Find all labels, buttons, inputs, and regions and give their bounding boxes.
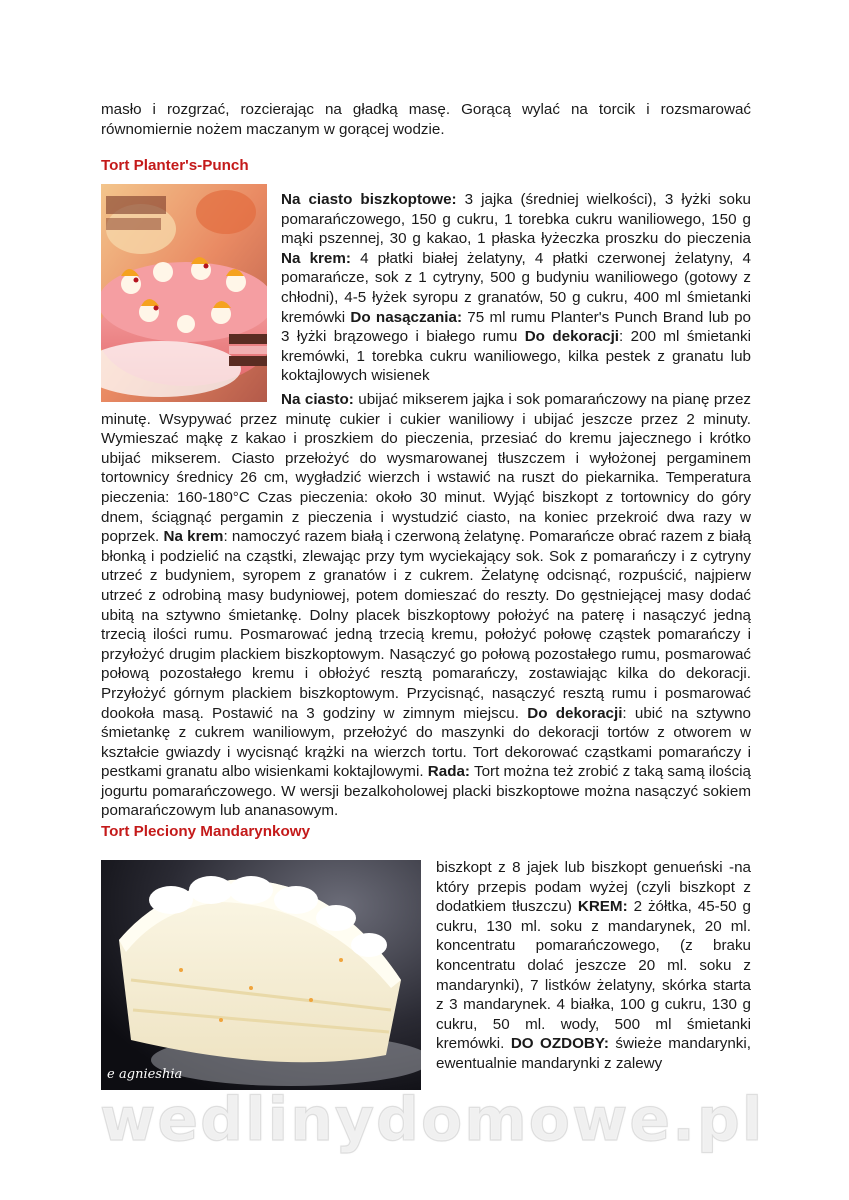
method-krem-text: : namoczyć razem białą i czerwoną żelatynę. Pomarańcze obrać razem z białą błonką i podzielić na cząstki, zlewając przy tym wyciekający sok. Sok z pomarańczy i z cytryny utrzeć z budyniem, syropem z granatów i z cukrem. Żelatynę odcisnąć, rozpuścić, najpierw utrzeć z odrobiną masy budyniowej, potem domieszać do reszty. Do gęstniejącej masy dodać ubitą na sztywno śmietankę. Dolny placek biszkoptowy położyć na paterę i nasączyć jedną trzecią ilości rumu. Posmarować jedną trzecią kremu, położyć połowę cząstek pomarańczy i przyłożyć drugim plackiem biszkoptowym. Nasączyć go połową pozostałego rumu, posmarować połową pozostałego kremu i obłożyć resztą pomarańczy, zostawiając kilka do dekoracji. Przyłożyć górnym plackiem biszkoptowym. Przycisnąć, nasączyć resztą rumu i posmarować dookoła masą. Postawić na 3 godziny w zimnym miejscu.: [101, 528, 752, 722]
site-watermark: wedlinydomowe.pl: [100, 1085, 765, 1155]
label-method-na-krem: Na krem: [163, 528, 224, 546]
label-method-do-dekoracji: Do dekoracji: [527, 704, 623, 722]
nasaczania-ingredients: 75 ml rumu Planter's Punch Brand lub po 3 łyżki brązowego i białego rumu: [281, 308, 751, 346]
mandarin-ozdoby-text: świeże mandarynki, ewentualnie mandarynki z zalewy: [436, 1035, 751, 1072]
method-ciasto-text: ubijać mikserem jajka i sok pomarańczowy na pianę przez minutę. Wsypywać przez minutę cukier i cukier waniliowy i ubijać jeszcze przez 2 minuty. Wymieszać mąkę z kakao i proszkiem do pieczenia, przesiać do kremu jajecznego i krótko ubijać mikserem. Ciasto przełożyć do wysmarowanej tłuszczem i wyłożonej pergaminem tortownicy średnicy 26 cm, wygładzić wierzch i wstawić na ruszt do piekarnika. Temperatura pieczenia: 160-180°C Czas pieczenia: około 30 minut. Wyjąć biszkopt z tortownicy do góry dnem, ściągnąć pergamin z pieczenia i wystudzić ciasto, na koniec przekroić dwa razy w poprzek.: [101, 391, 751, 546]
mandarin-cake-photo: [101, 860, 421, 1090]
planters-punch-cake-photo: [101, 184, 267, 402]
label-do-ozdoby: DO OZDOBY:: [510, 1035, 609, 1053]
photo-signature-name: agnieshia: [119, 1067, 183, 1082]
recipe-title-pleciony-mandarynkowy: Tort Pleciony Mandarynkowy: [101, 823, 311, 840]
label-do-dekoracji: Do dekoracji: [524, 328, 620, 346]
method-dekoracji-text: : ubić na sztywno śmietankę z cukrem waniliowym, przełożyć do maszynki do dekoracji tortów z otworem w kształcie gwiazdy i wycisnąć krążki na wierzch tortu. Tort dekorować cząstkami pomarańczy i pestkami granatu albo wisienkami koktajlowymi.: [101, 704, 751, 781]
label-na-krem: Na krem:: [281, 249, 351, 267]
mandarin-krem-text: 2 żółtka, 45-50 g cukru, 130 ml. soku z mandarynek, 20 ml. koncentratu pomarańczowego, (z braku koncentratu dolać jeszcze 20 ml. soku z mandarynki), 7 listków żelatyny, skórka starta z 3 mandarynek. 4 białka, 100 g cukru, 130 g cukru, 50 ml. wody, 500 ml śmietanki kremówki.: [436, 898, 751, 1053]
label-na-ciasto: Na ciasto:: [281, 391, 354, 408]
label-krem: KREM:: [577, 898, 628, 916]
planters-punch-method: [101, 390, 751, 821]
krem-ingredients: 4 płatki białej żelatyny, 4 płatki czerwonej żelatyny, 4 pomarańcze, sok z 1 cytryny, 500 g budyniu waniliowego (gotowy z chłodni), 4-5 łyżek syropu z granatów, 50 g cukru, 400 ml śmietanki kremówki: [281, 249, 751, 326]
mandarin-base-text: biszkopt z 8 jajek lub biszkopt genueński -na który przepis podam wyżej (czyli biszkopt z dodatkiem tłuszczu): [436, 859, 751, 916]
label-ciasto-biszkoptowe: Na ciasto biszkoptowe:: [281, 191, 457, 208]
dekoracji-ingredients: : 200 ml śmietanki kremówki, 1 torebka cukru waniliowego, kilka pestek z granatu lub koktajlowych wisienek: [281, 328, 751, 385]
rada-text: Tort można też zrobić z taką samą ilością jogurtu pomarańczowego. W wersji bezalkoholowej placki biszkoptowe można nasączyć sokiem pomarańczowym lub ananasowym.: [101, 763, 751, 820]
recipe-title-planters-punch: Tort Planter's-Punch: [101, 157, 249, 174]
intro-paragraph: masło i rozgrzać, rozcierając na gładką masę. Gorącą wylać na torcik i rozsmarować równomiernie nożem maczanym w gorącej wodzie.: [101, 101, 751, 138]
mandarin-cake-recipe: [436, 858, 751, 1074]
planters-punch-ingredients: [281, 190, 751, 386]
ciasto-ingredients: 3 jajka (średniej wielkości), 3 łyżki soku pomarańczowego, 150 g cukru, 1 torebka cukru waniliowego, 150 g mąki pszennej, 30 g kakao, 1 płaska łyżeczka proszku do pieczenia: [281, 191, 751, 248]
label-rada: Rada:: [427, 763, 470, 781]
label-do-nasaczania: Do nasączania:: [350, 308, 463, 326]
photo-signature: e: [107, 1067, 115, 1082]
